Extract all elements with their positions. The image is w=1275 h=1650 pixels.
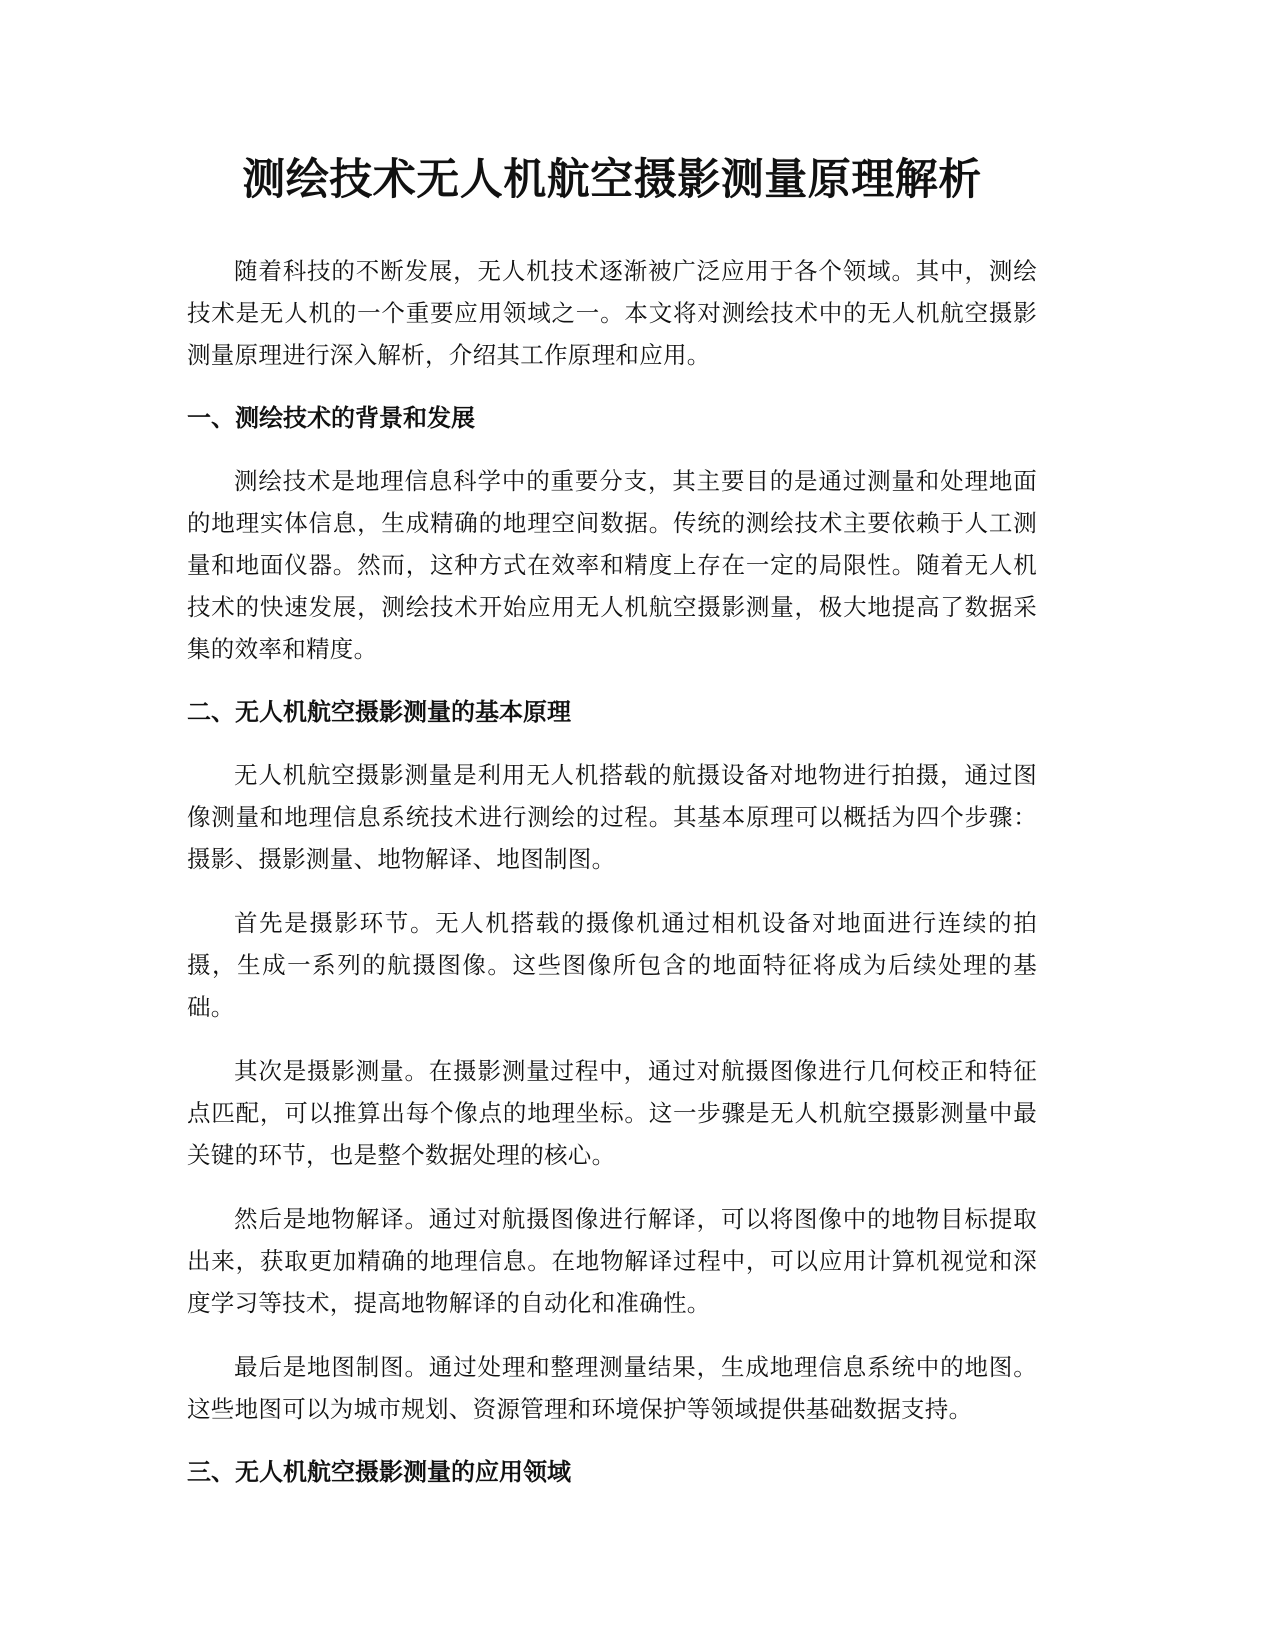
section-2-paragraph-1: 无人机航空摄影测量是利用无人机搭载的航摄设备对地物进行拍摄，通过图像测量和地理信息系统技术进行测绘的过程。其基本原理可以概括为四个步骤：摄影、摄影测量、地物解译、地图制图。 [187, 761, 1037, 873]
section-2-paragraph-3: 其次是摄影测量。在摄影测量过程中，通过对航摄图像进行几何校正和特征点匹配，可以推算出每个像点的地理坐标。这一步骤是无人机航空摄影测量中最关键的环节，也是整个数据处理的核心。 [187, 1057, 1037, 1169]
section-heading-1: 一、测绘技术的背景和发展 [187, 404, 475, 432]
section-heading-3: 三、无人机航空摄影测量的应用领域 [187, 1458, 571, 1486]
section-1-paragraph-1: 测绘技术是地理信息科学中的重要分支，其主要目的是通过测量和处理地面的地理实体信息，生成精确的地理空间数据。传统的测绘技术主要依赖于人工测量和地面仪器。然而，这种方式在效率和精度上存在一定的局限性。随着无人机技术的快速发展，测绘技术开始应用无人机航空摄影测量，极大地提高了数据采集的效率和精度。 [187, 467, 1037, 663]
section-2-paragraph-2: 首先是摄影环节。无人机搭载的摄像机通过相机设备对地面进行连续的拍摄，生成一系列的航摄图像。这些图像所包含的地面特征将成为后续处理的基础。 [187, 909, 1037, 1021]
intro-paragraph: 随着科技的不断发展，无人机技术逐渐被广泛应用于各个领域。其中，测绘技术是无人机的一个重要应用领域之一。本文将对测绘技术中的无人机航空摄影测量原理进行深入解析，介绍其工作原理和应用。 [187, 257, 1037, 369]
section-2-paragraph-5: 最后是地图制图。通过处理和整理测量结果，生成地理信息系统中的地图。这些地图可以为城市规划、资源管理和环境保护等领域提供基础数据支持。 [187, 1353, 1037, 1423]
section-heading-2: 二、无人机航空摄影测量的基本原理 [187, 698, 571, 726]
document-title: 测绘技术无人机航空摄影测量原理解析 [242, 155, 982, 205]
section-2-paragraph-4: 然后是地物解译。通过对航摄图像进行解译，可以将图像中的地物目标提取出来，获取更加精确的地理信息。在地物解译过程中，可以应用计算机视觉和深度学习等技术，提高地物解译的自动化和准确性。 [187, 1205, 1037, 1317]
